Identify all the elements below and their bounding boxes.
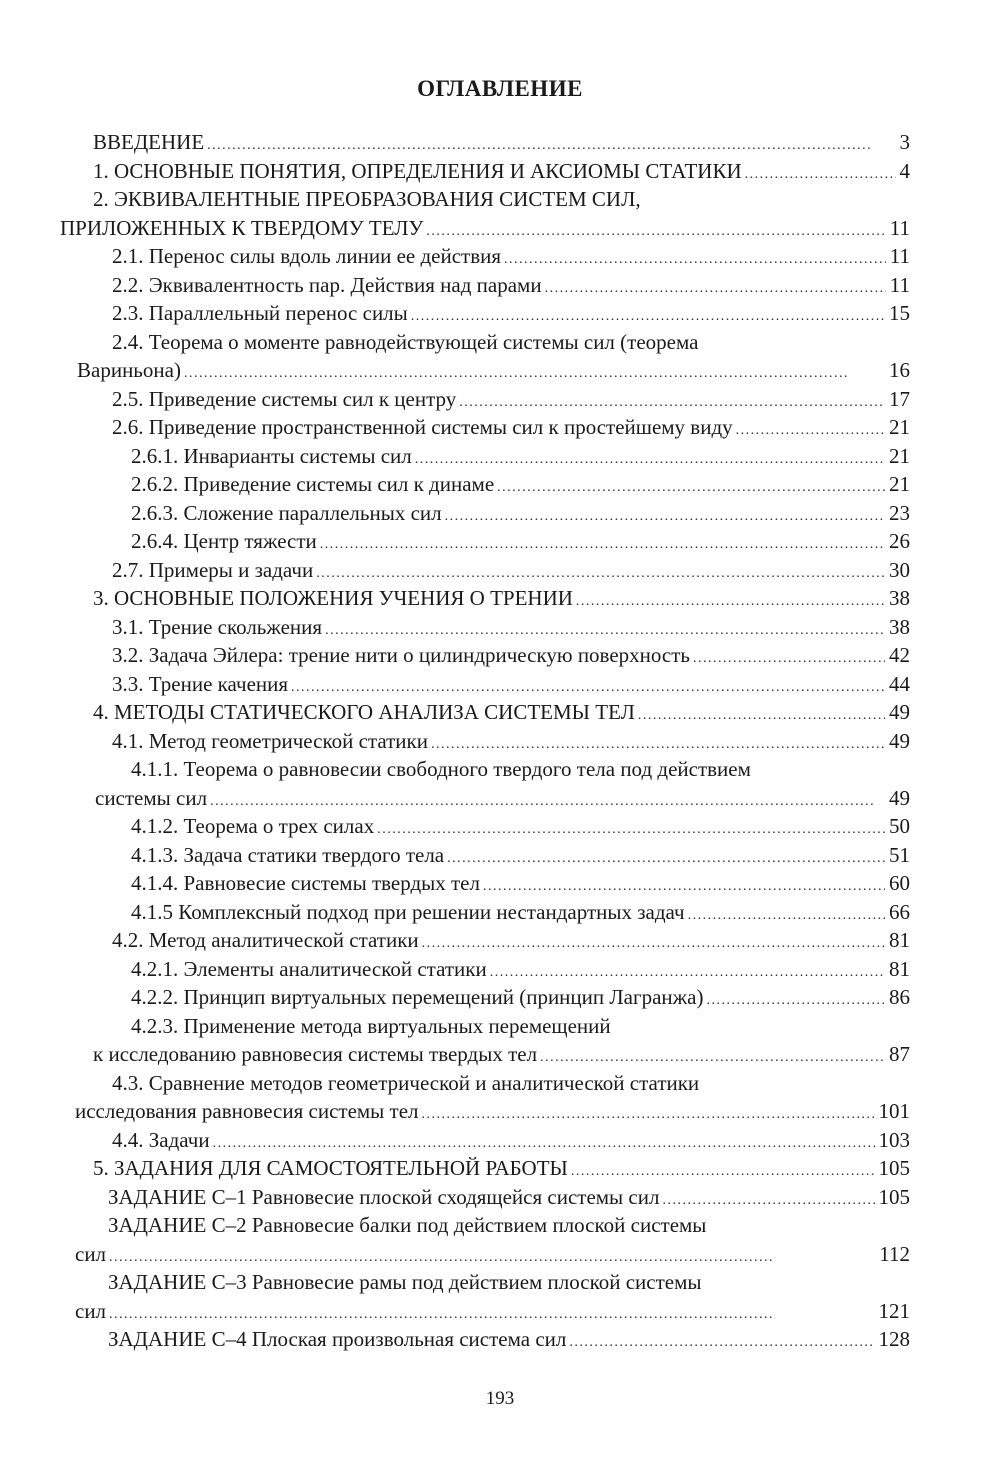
toc-entry-title: 2. ЭКВИВАЛЕНТНЫЕ ПРЕОБРАЗОВАНИЯ СИСТЕМ СИЛ, bbox=[93, 187, 641, 211]
toc-entry-title: 4. МЕТОДЫ СТАТИЧЕСКОГО АНАЛИЗА СИСТЕМЫ ТЕЛ bbox=[93, 700, 635, 724]
toc-entry-title: 4.1.4. Равновесие системы твердых тел bbox=[131, 871, 480, 895]
toc-entry[interactable] bbox=[0, 670, 910, 699]
page-number: 193 bbox=[485, 1388, 515, 1409]
toc-entry-page: 16 bbox=[889, 358, 910, 382]
toc-entry[interactable] bbox=[0, 641, 910, 670]
toc-entry-page: 26 bbox=[889, 529, 910, 553]
toc-entry-page: 105 bbox=[878, 1156, 910, 1180]
toc-entry-title: 3.2. Задача Эйлера: трение нити о цилиндрическую поверхность bbox=[112, 643, 691, 667]
toc-entry[interactable] bbox=[0, 328, 910, 357]
toc-entry-page: 21 bbox=[889, 443, 910, 468]
toc-entry[interactable] bbox=[0, 157, 910, 186]
toc-entry[interactable] bbox=[0, 1069, 910, 1098]
toc-entry-title: 3.3. Трение качения bbox=[112, 671, 289, 696]
toc-entry-title: ЗАДАНИЕ С–1 Равновесие плоской сходящейся системы сил bbox=[108, 1184, 660, 1209]
toc-entry-page: 86 bbox=[889, 985, 910, 1009]
toc-entry-title: 2.4. Теорема о моменте равнодействующей системы сил (теорема bbox=[112, 329, 699, 354]
toc-entry[interactable] bbox=[0, 755, 910, 784]
toc-entry[interactable] bbox=[0, 385, 910, 414]
toc-entry-page: 49 bbox=[889, 700, 910, 724]
toc-entry[interactable] bbox=[0, 299, 910, 328]
toc-entry[interactable] bbox=[0, 128, 910, 157]
toc-entry-page: 87 bbox=[889, 1042, 910, 1066]
toc-entry[interactable] bbox=[0, 1183, 910, 1212]
toc-entry-title: 2.3. Параллельный перенос силы bbox=[112, 301, 408, 325]
toc-entry-page: 11 bbox=[889, 244, 910, 268]
toc-entry-page: 103 bbox=[878, 1127, 910, 1152]
toc-entry-title: исследования равновесия системы тел bbox=[75, 1099, 419, 1123]
toc-entry-title: 3. ОСНОВНЫЕ ПОЛОЖЕНИЯ УЧЕНИЯ О ТРЕНИИ bbox=[93, 586, 573, 610]
toc-entry-title: ЗАДАНИЕ С–4 Плоская произвольная система сил bbox=[108, 1327, 567, 1351]
toc-entry[interactable] bbox=[0, 271, 910, 300]
toc-entry[interactable] bbox=[0, 812, 910, 841]
toc-entry-title: 4.2. Метод аналитической статики bbox=[112, 928, 419, 952]
toc-entry-title: к исследованию равновесия системы твердых тел bbox=[93, 1042, 538, 1066]
toc-entry-page: 81 bbox=[889, 928, 910, 952]
dot-leader bbox=[569, 1329, 874, 1358]
toc-entry[interactable] bbox=[0, 1325, 910, 1354]
toc-entry-title: 2.6.2. Приведение системы сил к динаме bbox=[131, 472, 495, 496]
toc-entry-title: ПРИЛОЖЕННЫХ К ТВЕРДОМУ ТЕЛУ bbox=[60, 215, 424, 240]
toc-entry-page: 11 bbox=[889, 215, 910, 240]
toc-entry-page: 3 bbox=[899, 130, 910, 154]
toc-entry-title: 4.2.1. Элементы аналитической статики bbox=[131, 956, 487, 981]
toc-entry[interactable] bbox=[0, 584, 910, 613]
toc-entry-title: 4.2.3. Применение метода виртуальных перемещений bbox=[131, 1013, 611, 1038]
toc-entry-title: 2.1. Перенос силы вдоль линии ее действия bbox=[112, 244, 502, 268]
toc-entry[interactable] bbox=[0, 1154, 910, 1183]
toc-entry[interactable] bbox=[0, 613, 910, 642]
toc-entry-title: 2.2. Эквивалентность пар. Действия над парами bbox=[112, 272, 542, 297]
toc-heading: ОГЛАВЛЕНИЕ bbox=[417, 76, 583, 101]
toc-entry[interactable] bbox=[0, 356, 910, 385]
toc-entry-page: 121 bbox=[878, 1298, 910, 1323]
toc-entry-title: 1. ОСНОВНЫЕ ПОНЯТИЯ, ОПРЕДЕЛЕНИЯ И АКСИОМЫ СТАТИКИ bbox=[93, 158, 742, 183]
toc-entry-page: 21 bbox=[889, 415, 910, 439]
toc-entry[interactable] bbox=[0, 869, 910, 898]
toc-entry-title: 4.1.3. Задача статики твердого тела bbox=[131, 842, 445, 867]
toc-entry-title: Вариньона) bbox=[77, 358, 181, 382]
toc-entry-page: 21 bbox=[889, 472, 910, 496]
toc-entry[interactable] bbox=[0, 214, 910, 243]
toc-entry-title: 2.6.3. Сложение параллельных сил bbox=[131, 500, 442, 525]
toc-entry[interactable] bbox=[0, 1012, 910, 1041]
toc-entry-page: 51 bbox=[889, 842, 910, 867]
toc-entry-page: 66 bbox=[889, 899, 910, 924]
toc-entry-page: 112 bbox=[879, 1241, 910, 1266]
toc-entry[interactable] bbox=[0, 1240, 910, 1269]
toc-entry[interactable] bbox=[0, 1126, 910, 1155]
toc-entry-page: 49 bbox=[889, 785, 910, 810]
toc-entry[interactable] bbox=[0, 983, 910, 1012]
toc-entry-page: 81 bbox=[889, 956, 910, 981]
toc-entry-page: 50 bbox=[889, 814, 910, 838]
toc-entry-title: 4.3. Сравнение методов геометрической и аналитической статики bbox=[112, 1070, 700, 1095]
table-of-contents bbox=[0, 128, 1000, 1354]
toc-entry-title: 4.1.5 Комплексный подход при решении нестандартных задач bbox=[131, 899, 685, 924]
toc-entry-title: сил bbox=[75, 1298, 107, 1323]
toc-entry[interactable] bbox=[0, 1268, 910, 1297]
toc-entry-page: 15 bbox=[889, 301, 910, 325]
toc-entry[interactable] bbox=[0, 527, 910, 556]
toc-entry-title: 4.4. Задачи bbox=[112, 1127, 210, 1152]
toc-entry[interactable] bbox=[0, 955, 910, 984]
toc-entry[interactable] bbox=[0, 185, 910, 214]
toc-entry[interactable] bbox=[0, 442, 910, 471]
toc-entry[interactable] bbox=[0, 727, 910, 756]
toc-entry-title: 4.2.2. Принцип виртуальных перемещений (принцип Лагранжа) bbox=[131, 985, 704, 1009]
toc-entry-page: 128 bbox=[878, 1327, 910, 1351]
toc-entry-title: 2.7. Примеры и задачи bbox=[112, 557, 314, 582]
toc-entry-page: 60 bbox=[889, 871, 910, 895]
toc-entry[interactable] bbox=[0, 898, 910, 927]
toc-entry-title: 4.1. Метод геометрической статики bbox=[112, 728, 428, 753]
toc-entry-title: 2.5. Приведение системы сил к центру bbox=[112, 386, 457, 411]
toc-entry-title: ВВЕДЕНИЕ bbox=[93, 130, 205, 154]
toc-entry-page: 38 bbox=[889, 586, 910, 610]
toc-entry-title: сил bbox=[75, 1241, 107, 1266]
toc-entry-page: 17 bbox=[889, 386, 910, 411]
toc-entry[interactable] bbox=[0, 1097, 910, 1126]
toc-entry[interactable] bbox=[0, 698, 910, 727]
toc-entry[interactable] bbox=[0, 413, 910, 442]
toc-entry-title: 4.1.1. Теорема о равновесии свободного твердого тела под действием bbox=[131, 757, 751, 781]
toc-entry[interactable] bbox=[0, 1297, 910, 1326]
toc-entry[interactable] bbox=[0, 556, 910, 585]
toc-entry-page: 49 bbox=[889, 728, 910, 753]
toc-entry-page: 30 bbox=[889, 557, 910, 582]
toc-entry-page: 105 bbox=[878, 1184, 910, 1209]
toc-entry[interactable] bbox=[0, 499, 910, 528]
toc-entry-title: 2.6.4. Центр тяжести bbox=[131, 529, 317, 553]
toc-entry-title: ЗАДАНИЕ С–3 Равновесие рамы под действием плоской системы bbox=[108, 1270, 702, 1294]
toc-entry[interactable] bbox=[0, 784, 910, 813]
toc-entry[interactable] bbox=[0, 470, 910, 499]
toc-entry-page: 4 bbox=[899, 158, 910, 183]
toc-entry-page: 23 bbox=[889, 500, 910, 525]
toc-entry[interactable] bbox=[0, 242, 910, 271]
toc-entry-page: 38 bbox=[889, 614, 910, 639]
toc-entry-title: 5. ЗАДАНИЯ ДЛЯ САМОСТОЯТЕЛЬНОЙ РАБОТЫ bbox=[93, 1156, 568, 1180]
toc-entry-title: 2.6. Приведение пространственной системы сил к простейшему виду bbox=[112, 415, 733, 439]
toc-entry[interactable] bbox=[0, 841, 910, 870]
toc-entry-title: 3.1. Трение скольжения bbox=[112, 614, 323, 639]
toc-entry[interactable] bbox=[0, 1040, 910, 1069]
toc-entry-page: 11 bbox=[889, 272, 910, 297]
toc-entry-title: 4.1.2. Теорема о трех силах bbox=[131, 814, 375, 838]
toc-entry[interactable] bbox=[0, 1211, 910, 1240]
toc-entry-title: 2.6.1. Инварианты системы сил bbox=[131, 443, 412, 468]
toc-entry-title: системы сил bbox=[95, 785, 208, 810]
toc-entry-page: 44 bbox=[889, 671, 910, 696]
toc-entry-title: ЗАДАНИЕ С–2 Равновесие балки под действием плоской системы bbox=[108, 1213, 707, 1237]
toc-entry-page: 42 bbox=[889, 643, 910, 667]
toc-entry-page: 101 bbox=[878, 1099, 910, 1123]
toc-entry[interactable] bbox=[0, 926, 910, 955]
